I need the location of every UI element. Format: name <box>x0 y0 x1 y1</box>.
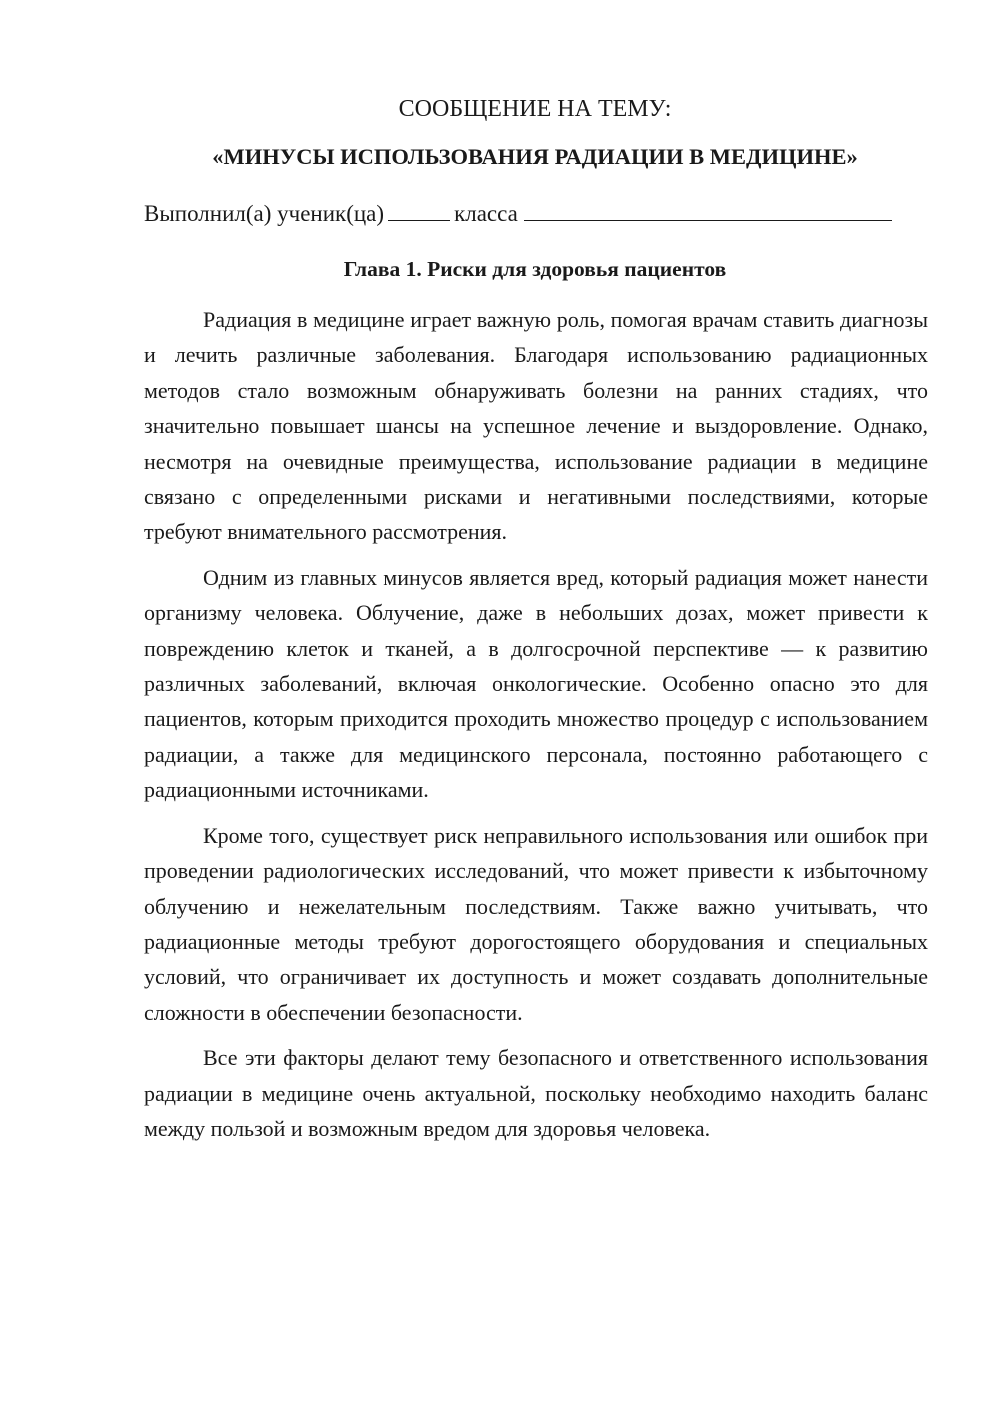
class-label: класса <box>454 201 518 226</box>
author-line <box>144 198 892 229</box>
chapter-title: Глава 1. Риски для здоровья пациентов <box>343 257 727 281</box>
document-heading-line1: СООБЩЕНИЕ НА ТЕМУ: <box>398 96 672 122</box>
paragraph: Кроме того, существует риск неправильного использования или ошибок при проведении радиологических исследований, что может привести к избыточному облучению и нежелательным последствиям. Также важно учитывать, что радиационные методы требуют дорогостоящего оборудования и специальных условий, что ограничивает их доступность и может создавать дополнительные сложности в обеспечении безопасности. <box>144 822 928 1025</box>
author-label: Выполнил(а) ученик(ца) <box>144 201 385 226</box>
body-text <box>144 302 928 1156</box>
name-blank <box>524 198 892 221</box>
paragraph: Одним из главных минусов является вред, который радиация может нанести организму человека. Облучение, даже в небольших дозах, может привести к повреждению клеток и тканей, а в долгосрочной перспективе — к развитию различных заболеваний, включая онкологические. Особенно опасно это для пациентов, которым приходится проходить множество процедур с использованием радиации, а также для медицинского персонала, постоянно работающего с радиационными источниками. <box>144 564 928 803</box>
grade-blank <box>388 198 450 221</box>
document-title: «МИНУСЫ ИСПОЛЬЗОВАНИЯ РАДИАЦИИ В МЕДИЦИНЕ» <box>212 144 858 169</box>
paragraph: Все эти факторы делают тему безопасного и ответственного использования радиации в медицине очень актуальной, поскольку необходимо находить баланс между пользой и возможным вредом для здоровья человека. <box>144 1045 928 1141</box>
paragraph: Радиация в медицине играет важную роль, помогая врачам ставить диагнозы и лечить различные заболевания. Благодаря использованию радиационных методов стало возможным обнаруживать болезни на ранних стадиях, что значительно повышает шансы на успешное лечение и выздоровление. Однако, несмотря на очевидные преимущества, использование радиации в медицине связано с определенными рисками и негативными последствиями, которые требуют внимательного рассмотрения. <box>144 307 928 545</box>
